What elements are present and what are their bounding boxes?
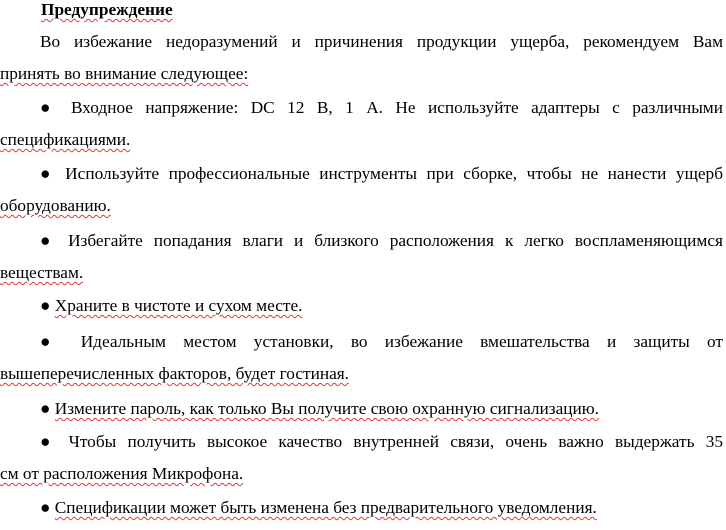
bullet-icon: ● — [40, 399, 51, 418]
list-item-text: Измените пароль, как только Вы получите свою охранную сигнализацию. — [54, 399, 599, 418]
intro-line-2: принять во внимание следующее: — [0, 64, 249, 83]
list-item-text: Входное напряжение: DC 12 В, 1 А. Не используйте адаптеры с различными — [70, 98, 723, 117]
list-item-text: Идеальным местом установки, во избежание вмешательства и защиты от — [80, 332, 723, 351]
list-item-5 — [40, 330, 723, 354]
list-item-1 — [40, 96, 723, 120]
list-item-text: Чтобы получить высокое качество внутренней связи, очень важно выдержать 35 — [68, 432, 723, 451]
list-item-2-cont: оборудованию. — [0, 196, 111, 215]
page-title: Предупреждение — [41, 0, 173, 19]
list-item-text: Спецификации может быть изменена без предварительного уведомления. — [54, 498, 597, 517]
list-item-7 — [40, 430, 723, 454]
list-item-3-cont: веществам. — [0, 263, 84, 282]
list-item-1-cont: спецификациями. — [0, 130, 131, 149]
list-item-3 — [40, 229, 723, 253]
bullet-icon: ● — [40, 432, 58, 451]
list-item-8 — [40, 496, 597, 520]
list-item-2 — [40, 162, 723, 186]
list-item-4 — [40, 294, 302, 318]
bullet-icon: ● — [40, 498, 51, 517]
bullet-icon: ● — [40, 231, 58, 250]
bullet-icon: ● — [40, 296, 51, 315]
bullet-icon: ● — [40, 98, 59, 117]
intro-line-1: Во избежание недоразумений и причинения продукции ущерба, рекомендуем Вам — [40, 32, 723, 51]
bullet-icon: ● — [40, 332, 64, 351]
list-item-text: Используйте профессиональные инструменты при сборке, чтобы не нанести ущерб — [65, 164, 723, 183]
list-item-5-cont: вышеперечисленных факторов, будет гостиная. — [0, 364, 350, 383]
list-item-6 — [40, 397, 599, 421]
list-item-7-cont: см от расположения Микрофона. — [0, 464, 244, 483]
list-item-text: Храните в чистоте и сухом месте. — [54, 296, 303, 315]
list-item-text: Избегайте попадания влаги и близкого расположения к легко воспламеняющимся — [68, 231, 723, 250]
heading-line — [41, 0, 173, 22]
bullet-icon: ● — [40, 164, 56, 183]
